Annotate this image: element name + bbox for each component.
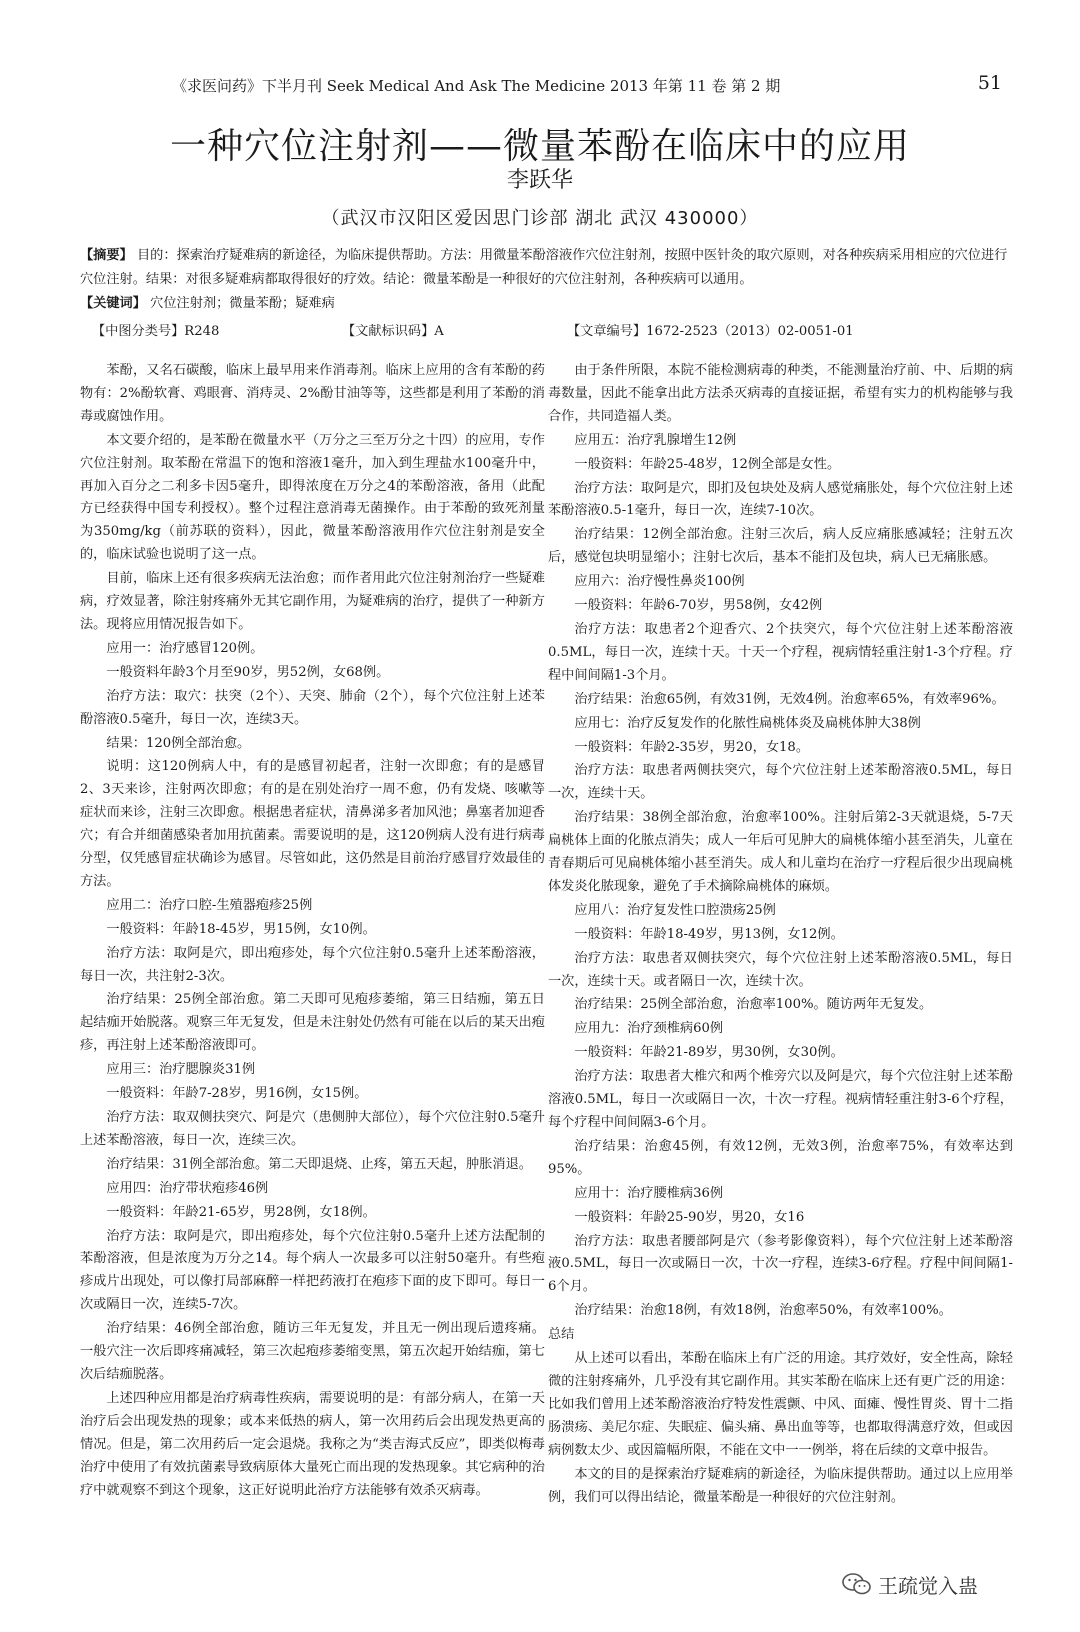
paragraph: 一般资料年龄3个月至90岁，男52例，女68例。 [106,664,390,680]
paragraph: 应用四：治疗带状疱疹46例 [106,1180,269,1196]
paragraph: 治疗结果：12例全部治愈。注射三次后，病人反应痛胀感减轻；注射五次后，感觉包块明显缩小；注射七次后，基本不能扪及包块，病人已无痛胀感。 [548,527,1013,566]
paragraph: 应用五：治疗乳腺增生12例 [574,432,737,448]
paragraph: 治疗结果：31例全部治愈。第二天即退烧、止疼，第五天起，肿胀消退。 [106,1156,532,1172]
paragraph: 治疗方法：取患者2个迎香穴、2个扶突穴，每个穴位注射上述苯酚溶液0.5ML，每日一次，连续十天。十天一个疗程，视病情轻重注射1-3个疗程。疗程中间间隔1-3个月。 [548,621,1013,683]
paragraph: 应用七：治疗反复发作的化脓性扁桃体炎及扁桃体肿大38例 [574,715,921,731]
paragraph: 一般资料：年龄6-70岁，男58例，女42例 [574,598,823,614]
paragraph: 治疗结果：治愈65例，有效31例，无效4例。治愈率65%，有效率96%。 [574,691,1005,707]
paragraph: 一般资料：年龄18-45岁，男15例，女10例。 [106,921,376,937]
paragraph: 应用二：治疗口腔-生殖器疱疹25例 [106,897,313,913]
keywords-text: 穴位注射剂；微量苯酚；疑难病 [150,296,335,311]
paragraph: 本文要介绍的，是苯酚在微量水平（万分之三至万分之十四）的应用，专作穴位注射剂。取苯酚在常温下的饱和溶液1毫升，加入到生理盐水100毫升中，再加入百分之二利多卡因5毫升，即得浓度在万分之4的苯酚溶液，备用（此配方已经获得中国专利授权）。整个过程注意消毒无菌操作。由于苯酚的致死剂量为350mg/kg（前苏联的资料），因此，微量苯酚溶液用作穴位注射剂是安全的，临床试验也说明了这一点。 [80,432,545,563]
abstract-text: 目的：探索治疗疑难病的新途径，为临床提供帮助。方法：用微量苯酚溶液作穴位注射剂，按照中医针灸的取穴原则，对各种疾病采用相应的穴位进行穴位注射。结果：对很多疑难病都取得很好的疗效。结论：微量苯酚是一种很好的穴位注射剂，各种疾病可以通用。 [80,248,1008,287]
paragraph: 总结 [548,1327,575,1343]
paragraph: 一般资料：年龄2-35岁，男20，女18。 [574,739,810,755]
paragraph: 治疗结果：治愈45例，有效12例，无效3例，治愈率75%，有效率达到95%。 [548,1138,1013,1177]
paragraph: 治疗方法：取双侧扶突穴、阿是穴（患侧肿大部位），每个穴位注射0.5毫升上述苯酚溶液，每日一次，连续三次。 [80,1110,545,1148]
paragraph: 从上述可以看出，苯酚在临床上有广泛的用途。其疗效好，安全性高，除轻微的注射疼痛外，几乎没有其它副作用。其实苯酚在临床上还有更广泛的用途：比如我们曾用上述苯酚溶液治疗特发性震颤、中风、面瘫、慢性胃炎、胃十二指肠溃疡、美尼尔症、失眠症、偏头痛、鼻出血等等，也都取得满意疗效，但或因病例数太少、或因篇幅所限，不能在文中一一例举，将在后续的文章中报告。 [548,1351,1013,1458]
paragraph: 说明：这120例病人中，有的是感冒初起者，注射一次即愈；有的是感冒2、3天来诊，注射两次即愈；有的是在别处治疗一周不愈，仍有发烧、咳嗽等症状而来诊，注射三次即愈。根据患者症状，清鼻涕多者加风池；鼻塞者加迎香穴；有合并细菌感染者加用抗菌素。需要说明的是，这120例病人没有进行病毒分型，仅凭感冒症状确诊为感冒。尽管如此，这仍然是目前治疗感冒疗效最佳的方法。 [80,759,545,889]
paragraph: 治疗结果：25例全部治愈。第二天即可见疱疹萎缩，第三日结痂，第五日起结痂开始脱落。观察三年无复发，但是未注射处仍然有可能在以后的某天出疱疹，再注射上述苯酚溶液即可。 [80,992,545,1054]
classification-line [92,320,1032,344]
paragraph: 一般资料：年龄25-48岁，12例全部是女性。 [574,456,841,472]
abstract-label: 【摘要】 [80,248,133,263]
abstract [80,244,1020,292]
paragraph: 上述四种应用都是治疗病毒性疾病，需要说明的是：有部分病人，在第一天治疗后会出现发热的现象；或本来低热的病人，第一次用药后会出现发热更高的情况。但是，第二次用药后一定会退烧。我称之为“类吉海式反应”，即类似梅毒治疗中使用了有效抗菌素导致病原体大量死亡而出现的发热现象。其它病种的治疗中就观察不到这个现象，这正好说明此治疗方法能够有效杀灭病毒。 [80,1390,545,1498]
page-number: 51 [977,72,1002,94]
article-title: 一种穴位注射剂——微量苯酚在临床中的应用 [169,126,910,167]
journal-header [172,70,1012,100]
paragraph: 一般资料：年龄18-49岁，男13例，女12例。 [574,926,844,942]
paragraph: 应用一：治疗感冒120例。 [106,640,264,656]
paragraph: 治疗方法：取患者大椎穴和两个椎旁穴以及阿是穴，每个穴位注射上述苯酚溶液0.5ML，每日一次或隔日一次，十次一疗程。视病情轻重注射3-6个疗程，每个疗程中间间隔3-6个月。 [548,1069,1013,1130]
wechat-icon [842,1572,872,1596]
paragraph: 目前，临床上还有很多疾病无法治愈；而作者用此穴位注射剂治疗一些疑难病，疗效显著，除注射疼痛外无其它副作用，为疑难病的治疗，提供了一种新方法。现将应用情况报告如下。 [80,571,545,632]
paragraph: 治疗方法：取阿是穴，即出疱疹处，每个穴位注射0.5毫升上述方法配制的苯酚溶液，但是浓度为万分之14。每个病人一次最多可以注射50毫升。有些疱疹成片出现处，可以像打局部麻醉一样把药液打在疱疹下面的皮下即可。每日一次或隔日一次，连续5-7次。 [80,1228,545,1313]
paragraph: 应用三：治疗腮腺炎31例 [106,1062,256,1078]
author-affiliation: （武汉市汉阳区爱因思门诊部 湖北 武汉 430000） [321,208,759,229]
paragraph: 治疗方法：取阿是穴，即扪及包块处及病人感觉痛胀处，每个穴位注射上述苯酚溶液0.5-1毫升，每日一次，连续7-10次。 [548,480,1013,519]
paragraph: 本文的目的是探索治疗疑难病的新途径，为临床提供帮助。通过以上应用举例，我们可以得出结论，微量苯酚是一种很好的穴位注射剂。 [548,1466,1013,1505]
article-number: 【文章编号】1672-2523（2013）02-0051-01 [567,324,854,339]
paragraph: 治疗方法：取患者两侧扶突穴，每个穴位注射上述苯酚溶液0.5ML，每日一次，连续十天。 [548,763,1013,802]
abstract-block [80,244,1020,316]
paragraph: 苯酚，又名石碳酸，临床上最早用来作消毒剂。临床上应用的含有苯酚的药物有：2%酚软膏、鸡眼膏、消痔灵、2%酚甘油等等，这些都是利用了苯酚的消毒或腐蚀作用。 [80,363,545,424]
paragraph: 一般资料：年龄21-65岁，男28例，女18例。 [106,1204,376,1220]
clc-number: 【中图分类号】R248 [92,324,220,339]
left-column [80,360,545,1503]
right-column [548,360,1013,1510]
paragraph: 应用九：治疗颈椎病60例 [574,1021,724,1037]
document-code: 【文献标识码】A [342,324,444,339]
journal-name: 《求医问药》下半月刊 Seek Medical And Ask The Medicine 2013 年第 11 卷 第 2 期 [172,76,781,95]
paragraph: 治疗方法：取患者腰部阿是穴（参考影像资料），每个穴位注射上述苯酚溶液0.5ML，每日一次或隔日一次，十次一疗程，连续3-6疗程。疗程中间间隔1-6个月。 [548,1233,1013,1295]
paragraph: 由于条件所限，本院不能检测病毒的种类，不能测量治疗前、中、后期的病毒数量，因此不能拿出此方法杀灭病毒的直接证据，希望有实力的机构能够与我合作，共同造福人类。 [548,363,1013,424]
keywords [80,292,1020,316]
paragraph: 一般资料：年龄25-90岁，男20，女16 [574,1209,805,1225]
paragraph: 应用六：治疗慢性鼻炎100例 [574,574,745,590]
paragraph: 应用八：治疗复发性口腔溃疡25例 [574,902,776,918]
paragraph: 应用十：治疗腰椎病36例 [574,1185,724,1201]
watermark-text: 王疏觉入蛊 [878,1573,978,1598]
author-name: 李跃华 [506,168,573,193]
keywords-label: 【关键词】 [80,296,146,311]
paragraph: 治疗结果：25例全部治愈，治愈率100%。随访两年无复发。 [574,997,933,1013]
paragraph: 治疗方法：取患者双侧扶突穴，每个穴位注射上述苯酚溶液0.5ML，每日一次，连续十天。或者隔日一次，连续十次。 [548,950,1013,989]
paragraph: 结果：120例全部治愈。 [106,735,251,751]
paragraph: 治疗方法：取阿是穴，即出疱疹处，每个穴位注射0.5毫升上述苯酚溶液，每日一次，共注射2-3次。 [80,945,545,984]
paragraph: 治疗结果：治愈18例，有效18例，治愈率50%，有效率100%。 [574,1303,952,1319]
watermark [842,1566,1022,1602]
paragraph: 治疗方法：取穴：扶突（2个）、天突、肺俞（2个），每个穴位注射上述苯酚溶液0.5毫升，每日一次，连续3天。 [80,688,545,727]
paragraph: 一般资料：年龄21-89岁，男30例，女30例。 [574,1045,844,1061]
paragraph: 治疗结果：46例全部治愈，随访三年无复发，并且无一例出现后遗疼痛。一般穴注一次后即疼痛减轻，第三次起疱疹萎缩变黑，第五次起开始结痂，第七次后结痂脱落。 [80,1321,545,1382]
paragraph: 治疗结果：38例全部治愈，治愈率100%。注射后第2-3天就退烧，5-7天扁桃体上面的化脓点消失；成人一年后可见肿大的扁桃体缩小甚至消失，儿童在青春期后可见扁桃体缩小甚至消失。成人和儿童均在治疗一疗程后很少出现扁桃体发炎化脓现象，避免了手术摘除扁桃体的麻烦。 [548,810,1013,894]
paragraph: 一般资料：年龄7-28岁，男16例，女15例。 [106,1086,368,1102]
